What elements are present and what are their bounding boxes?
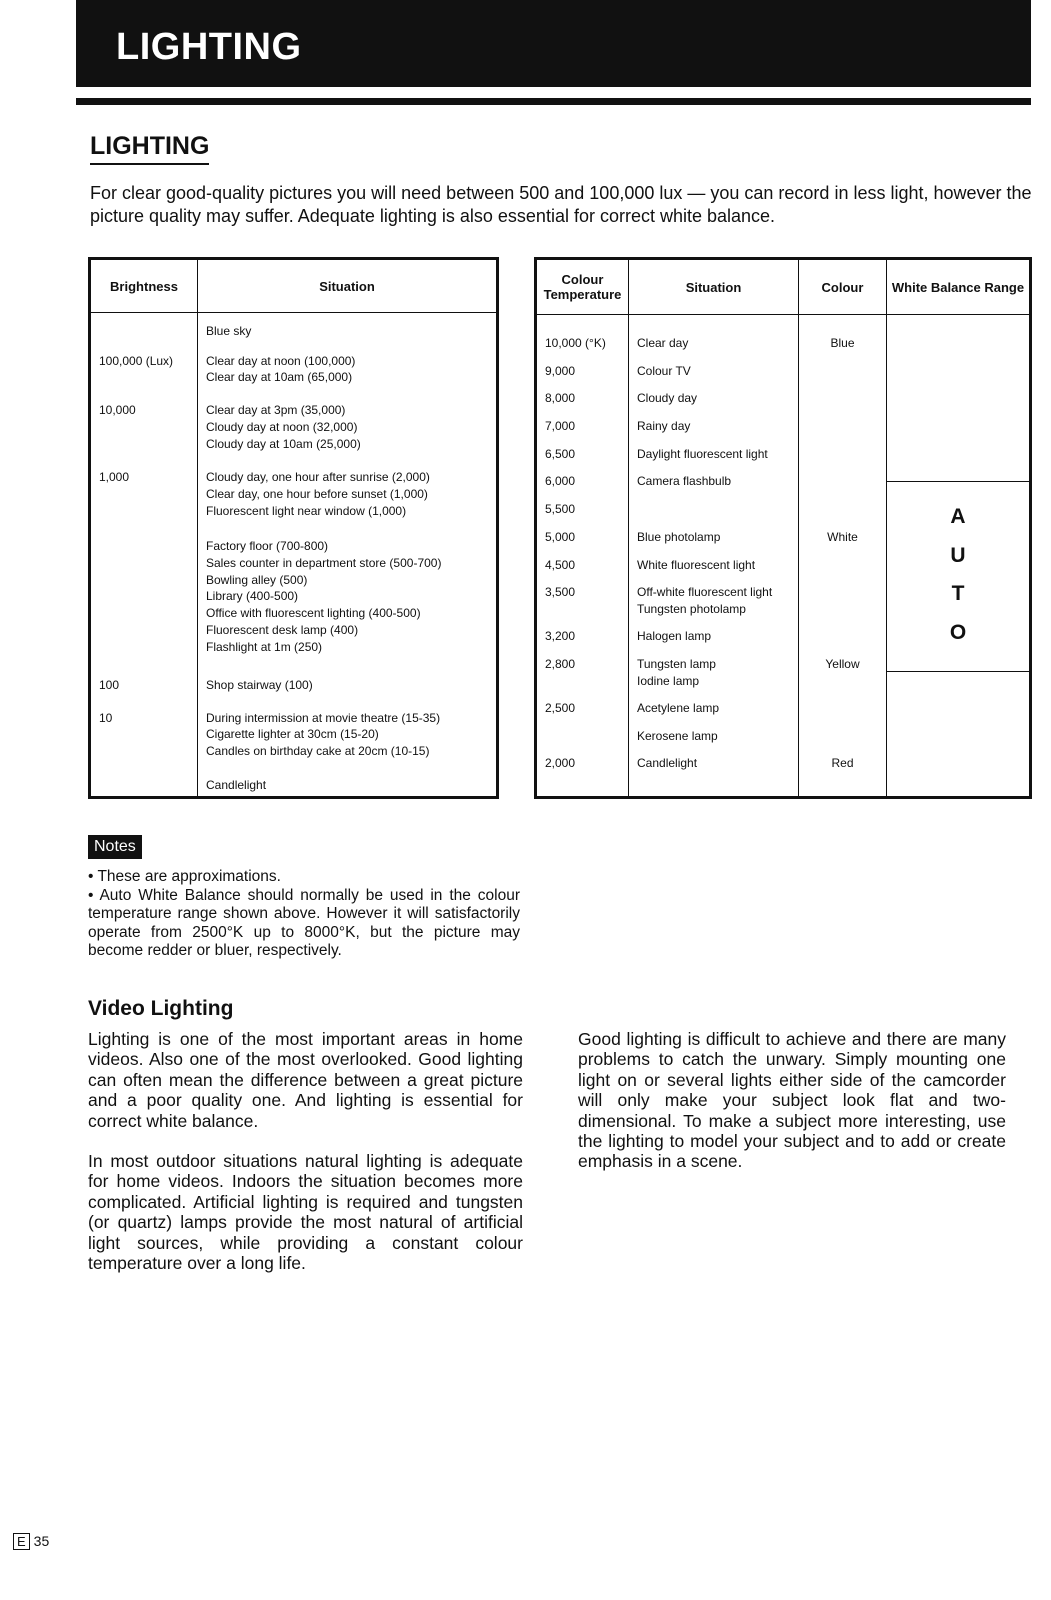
- white-balance-range-column: [887, 315, 1031, 798]
- table-row: [90, 764, 498, 797]
- situation-cell: [198, 524, 498, 664]
- situation-value: Cloudy day: [637, 391, 698, 406]
- paragraph: Good lighting is difficult to achieve and there are many problems to catch the unwary. Simply mounting one light on or several lights either side of the camcorder will only make your subject look flat and two-dimensional. To make a subject more interesting, use the lighting to model your subject and to add or create emphasis in a scene.: [578, 1029, 1006, 1172]
- notes-badge: Notes: [88, 835, 142, 859]
- header-colour-temperature: Colour Temperature: [536, 259, 629, 315]
- situation-value: Blue photolamp: [637, 529, 721, 544]
- page-number: [13, 1533, 49, 1550]
- situation-value: White fluorescent light: [637, 557, 756, 572]
- colour-temperature-table: [534, 257, 1032, 799]
- brightness-cell: [90, 524, 198, 664]
- paragraph: Lighting is one of the most important areas in home videos. Also one of the most overlooked. Good lighting can often mean the difference between a great picture and a poor quality one. And lighting is essential for correct white balance.: [88, 1029, 523, 1131]
- temperature-value: 5,000: [545, 529, 576, 544]
- brightness-cell: [90, 313, 198, 342]
- colour-value: Blue: [830, 336, 855, 350]
- situation-line: Office with fluorescent lighting (400-500): [206, 606, 421, 621]
- situation-column: [629, 315, 799, 798]
- situation-line: Candlelight: [206, 778, 267, 793]
- colour-column: [799, 315, 887, 798]
- header-colour: Colour: [799, 259, 887, 315]
- brightness-table: [88, 257, 499, 799]
- auto-letter: O: [949, 620, 967, 644]
- brightness-cell: 1,000: [99, 470, 130, 485]
- header-situation: Situation: [198, 259, 498, 313]
- colour-value: [799, 700, 886, 728]
- table-row: [90, 664, 498, 696]
- situation-line: Factory floor (700-800): [206, 538, 329, 553]
- situation-line: During intermission at movie theatre (15-35): [206, 710, 441, 725]
- situation-value: Daylight fluorescent light: [637, 446, 768, 461]
- situation-cell: [198, 696, 498, 765]
- situation-line: Shop stairway (100): [206, 677, 313, 692]
- note-item: • Auto White Balance should normally be used in the colour temperature range shown above. However it will satisfactorily operate from 2500°K up to 8000°K, but the picture may become redder or bluer, respectively.: [88, 886, 520, 960]
- situation-line: Sales counter in department store (500-700): [206, 555, 442, 570]
- brightness-cell: 10: [99, 710, 113, 725]
- video-lighting-left-column: [88, 1029, 523, 1293]
- header-rule: [76, 98, 1031, 105]
- situation-cell: [198, 389, 498, 456]
- colour-value: Red: [831, 756, 854, 771]
- temperature-value: 2,800: [545, 656, 576, 671]
- colour-value: [799, 363, 886, 391]
- temperature-value: 8,000: [545, 391, 576, 406]
- intro-paragraph: For clear good-quality pictures you will need between 500 and 100,000 lux — you can record in less light, however the picture quality may suffer. Adequate lighting is also essential for correct white balance.: [90, 183, 1032, 226]
- auto-range-label: [887, 498, 1029, 652]
- situation-line: Clear day at noon (100,000): [206, 353, 356, 368]
- table-row: [90, 524, 498, 664]
- video-lighting-heading: Video Lighting: [88, 997, 234, 1020]
- colour-value: [799, 584, 886, 628]
- temperature-value: 2,000: [545, 756, 576, 771]
- situation-line: Cloudy day at noon (32,000): [206, 419, 358, 434]
- title-banner: [76, 0, 1031, 87]
- situation-cell: [198, 313, 498, 342]
- table-row: [90, 696, 498, 765]
- colour-value: Yellow: [825, 656, 860, 671]
- situation-line: Blue sky: [206, 324, 252, 338]
- colour-value: [799, 557, 886, 585]
- situation-line: Cigarette lighter at 30cm (15-20): [206, 727, 379, 742]
- situation-line: Cloudy day at 10am (25,000): [206, 436, 361, 451]
- situation-cell: [198, 456, 498, 523]
- situation-cell: [198, 664, 498, 696]
- situation-value: Camera flashbulb: [637, 474, 732, 489]
- colour-value: [799, 628, 886, 656]
- paragraph: In most outdoor situations natural lighting is adequate for home videos. Indoors the situation becomes more complicated. Artificial lighting is required and tungsten (or quartz) lamps provide the most natural of artificial light sources, while providing a constant colour temperature over a long life.: [88, 1151, 523, 1274]
- colour-value: [799, 501, 886, 529]
- situation-cell: [198, 764, 498, 797]
- temperature-value: 2,500: [545, 700, 576, 715]
- situation-line: Fluorescent light near window (1,000): [206, 504, 407, 519]
- situation-value: Colour TV: [637, 363, 691, 378]
- situation-line: Clear day at 10am (65,000): [206, 370, 353, 385]
- banner-title: LIGHTING: [116, 26, 302, 68]
- auto-letter: T: [951, 582, 965, 605]
- header-brightness: Brightness: [90, 259, 198, 313]
- colour-value: [799, 728, 886, 756]
- colour-value: White: [827, 529, 858, 544]
- brightness-cell: 10,000: [99, 403, 136, 417]
- situation-line: Library (400-500): [206, 589, 299, 604]
- situation-line: Clear day at 3pm (35,000): [206, 403, 346, 417]
- colour-value: [799, 418, 886, 446]
- temperature-value: 3,200: [545, 629, 576, 644]
- temperature-value: 6,500: [545, 446, 576, 461]
- temperature-value: 6,000: [545, 474, 576, 489]
- brightness-table-body: [90, 313, 498, 798]
- colour-value: [799, 446, 886, 474]
- situation-value: Candlelight: [637, 756, 698, 771]
- video-lighting-right-column: [578, 1029, 1006, 1192]
- situation-line: Candles on birthday cake at 20cm (10-15): [206, 744, 430, 759]
- table-row: [90, 456, 498, 523]
- situation-value: Kerosene lamp: [637, 728, 718, 743]
- situation-value: Tungsten lamp Iodine lamp: [637, 656, 716, 688]
- situation-value: Off-white fluorescent light Tungsten photolamp: [637, 585, 773, 616]
- header-situation: Situation: [629, 259, 799, 315]
- situation-line: Clear day, one hour before sunset (1,000): [206, 487, 428, 502]
- brightness-cell: 100,000 (Lux): [99, 353, 174, 368]
- auto-letter: U: [950, 543, 966, 567]
- situation-line: Fluorescent desk lamp (400): [206, 622, 359, 637]
- situation-value: Acetylene lamp: [637, 700, 720, 715]
- notes-list: [88, 868, 520, 961]
- temperature-value: [545, 728, 628, 756]
- temperature-value: 9,000: [545, 363, 576, 378]
- situation-line: Cloudy day, one hour after sunrise (2,000): [206, 470, 430, 485]
- colour-value: [799, 390, 886, 418]
- table-row: [90, 342, 498, 389]
- brightness-cell: 100: [99, 677, 120, 692]
- section-heading: LIGHTING: [90, 132, 209, 165]
- situation-value: Halogen lamp: [637, 629, 712, 644]
- situation-cell: [198, 342, 498, 389]
- temperature-value: 7,000: [545, 419, 576, 434]
- temperature-value: 10,000 (°K): [545, 336, 606, 350]
- auto-letter: A: [950, 505, 966, 528]
- temp-column: [536, 315, 629, 798]
- language-marker: E: [13, 1533, 30, 1550]
- brightness-cell: [90, 764, 198, 797]
- temperature-value: 5,500: [545, 502, 576, 517]
- header-white-balance-range: White Balance Range: [887, 259, 1031, 315]
- page-number-value: 35: [33, 1533, 50, 1549]
- situation-value: Clear day: [637, 336, 689, 350]
- colour-table-body: [536, 315, 1031, 798]
- temperature-value: 4,500: [545, 557, 576, 572]
- situation-line: Bowling alley (500): [206, 572, 308, 587]
- situation-value: [637, 501, 798, 529]
- situation-line: Flashlight at 1m (250): [206, 639, 323, 654]
- temperature-value: 3,500: [545, 585, 576, 600]
- table-row: [90, 313, 498, 342]
- table-row: [90, 389, 498, 456]
- note-item: • These are approximations.: [88, 868, 281, 885]
- situation-value: Rainy day: [637, 419, 691, 434]
- colour-value: [799, 473, 886, 501]
